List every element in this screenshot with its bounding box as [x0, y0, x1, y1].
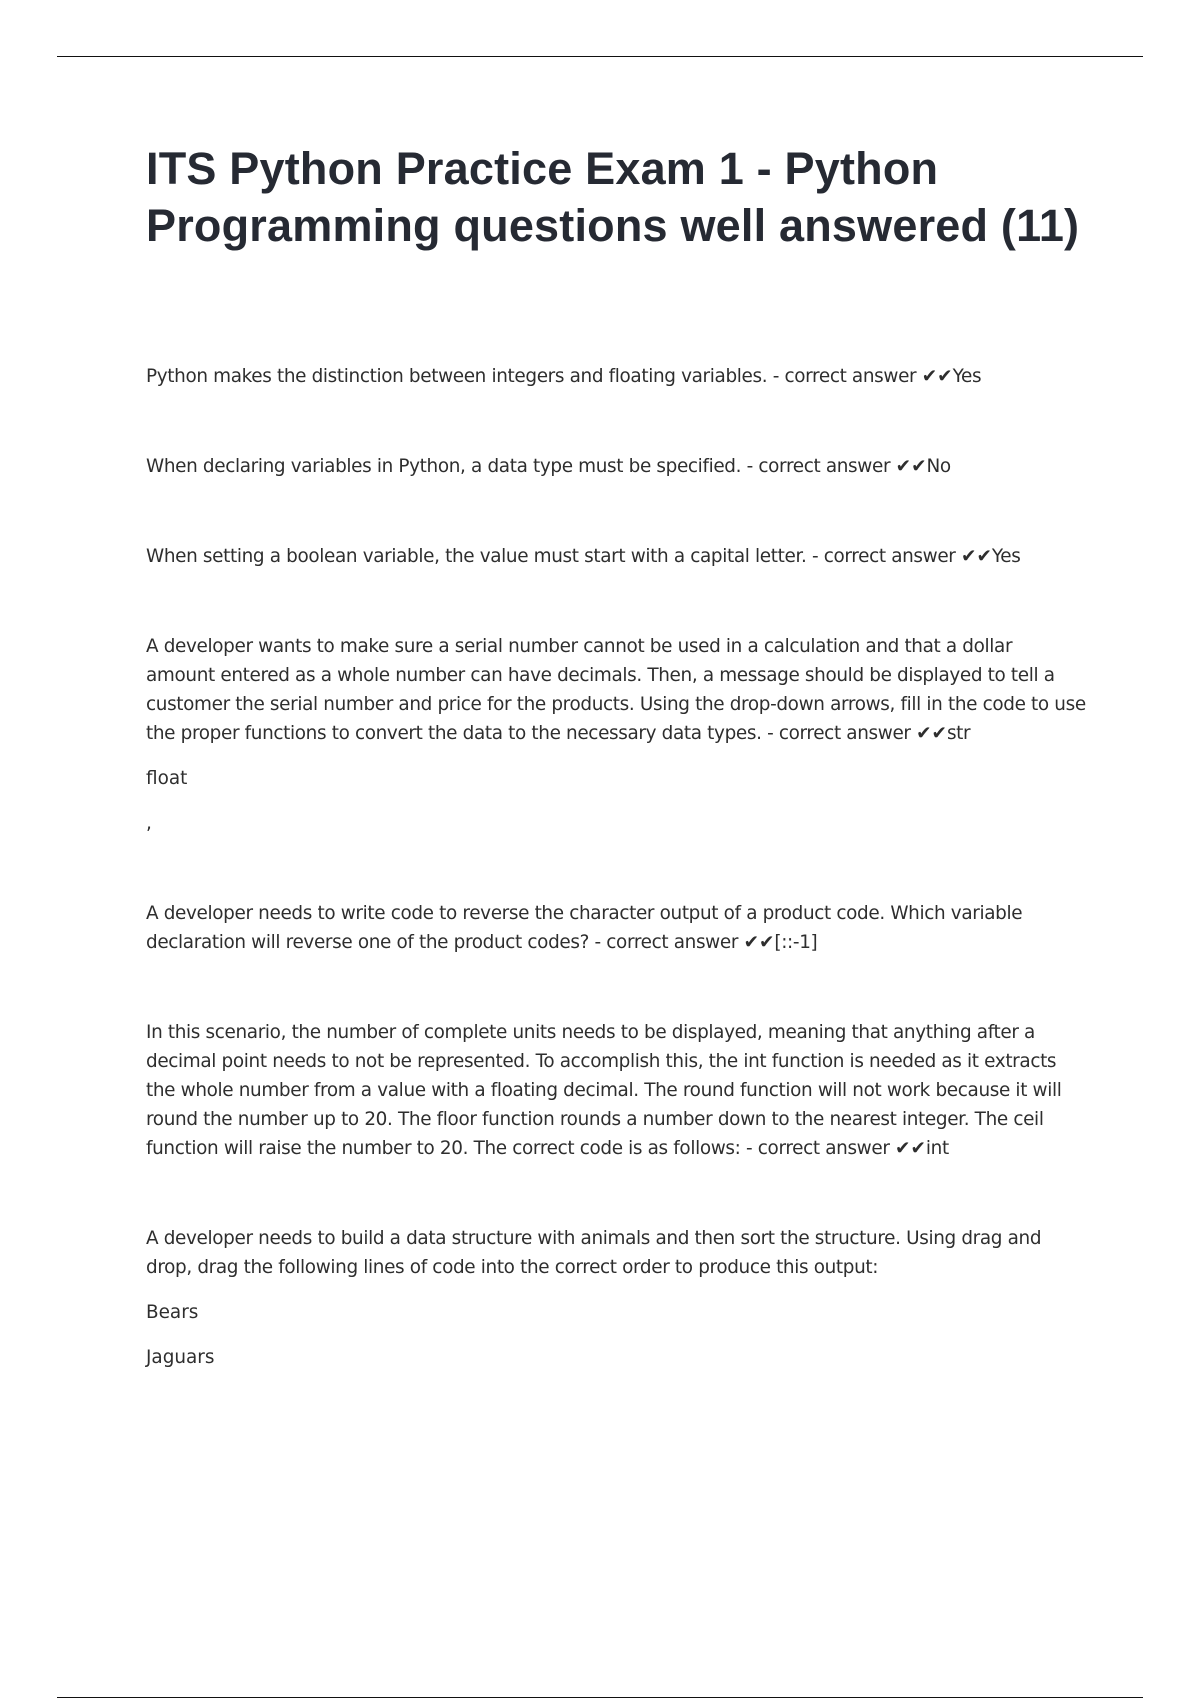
output-line: Bears	[146, 1302, 199, 1323]
check-mark-icon: ✔✔	[961, 546, 992, 567]
answer-text: Yes	[952, 366, 982, 387]
qa-item	[146, 899, 1086, 957]
qa-item	[146, 1224, 1086, 1372]
qa-item	[146, 1018, 1086, 1163]
qa-item	[146, 452, 1086, 481]
qa-text	[146, 899, 1086, 957]
top-divider	[57, 56, 1143, 57]
qa-text	[146, 452, 1086, 481]
document-body	[146, 140, 1086, 1372]
qa-text	[146, 632, 1086, 748]
question-text: When declaring variables in Python, a data type must be specified. - correct answer	[146, 456, 896, 477]
answer-text: int	[925, 1138, 949, 1159]
answer-text: [::-1]	[774, 932, 818, 953]
check-mark-icon: ✔✔	[921, 366, 953, 387]
qa-text	[146, 362, 1086, 391]
question-text: In this scenario, the number of complete units needs to be displayed, meaning that anything after a decimal point needs to not be represented. To accomplish this, the int function is needed as it extracts the whole number from a value with a floating decimal. The round function will not work because it will round the number up to 20. The floor function rounds a number down to the nearest integer. The ceil function will raise the number to 20. The correct code is as follows: - correct answer	[146, 1022, 1062, 1159]
qa-item	[146, 542, 1086, 571]
qa-text	[146, 542, 1086, 571]
qa-list	[146, 362, 1086, 1372]
question-text: A developer needs to build a data structure with animals and then sort the structure. Using drag and drop, drag the following lines of code into the correct order to produce this output:	[146, 1228, 1042, 1278]
page-title: ITS Python Practice Exam 1 - Python Programming questions well answered (11)	[146, 143, 1080, 251]
qa-item	[146, 632, 1086, 838]
qa-text	[146, 1224, 1086, 1282]
check-mark-icon: ✔✔	[895, 1138, 926, 1159]
qa-item	[146, 362, 1086, 391]
answer-text: str	[946, 723, 971, 744]
qa-text	[146, 1018, 1086, 1163]
question-text: Python makes the distinction between integers and floating variables. - correct answer	[146, 366, 922, 387]
output-line: Jaguars	[146, 1347, 215, 1368]
question-text: A developer wants to make sure a serial number cannot be used in a calculation and that a dollar amount entered as a whole number can have decimals. Then, a message should be displayed to tell a customer the serial number and price for the products. Using the drop-down arrows, fill in the code to use the proper functions to convert the data to the necessary data types. - correct answer	[146, 636, 1086, 744]
answer-extra-line: ,	[146, 813, 152, 834]
answer-text: Yes	[991, 546, 1021, 567]
answer-extra-line: float	[146, 768, 188, 789]
check-mark-icon: ✔✔	[743, 932, 775, 953]
question-text: When setting a boolean variable, the value must start with a capital letter. - correct answer	[146, 546, 962, 567]
check-mark-icon: ✔✔	[895, 456, 927, 477]
answer-text: No	[926, 456, 951, 477]
question-text: A developer needs to write code to reverse the character output of a product code. Which variable declaration will reverse one of the product codes? - correct answer	[146, 903, 1023, 953]
check-mark-icon: ✔✔	[916, 723, 947, 744]
bottom-divider	[57, 1697, 1143, 1698]
